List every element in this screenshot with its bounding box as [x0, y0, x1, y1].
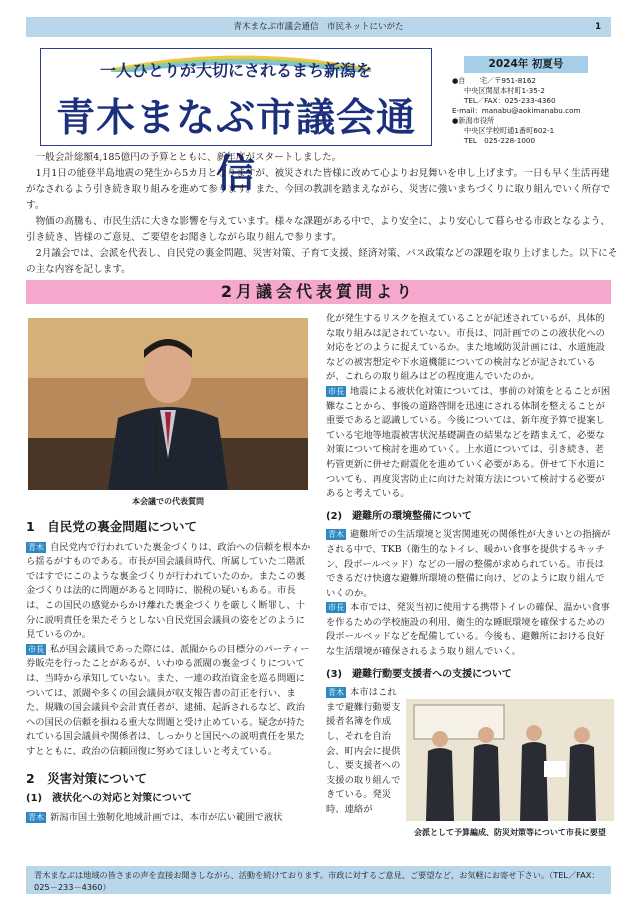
intro-paragraph: 1月1日の能登半島地震の発生から5カ月となりますが、被災された皆様に改めて心よりお見舞いを申し上げます。一日も早く生活再建がなされるよう引き続き取り組みを進めて参ります。また、今回の教訓を踏まえながら、災害に強いまちづくりに取り組んでいく所存です。 [26, 168, 611, 211]
speaker-tag: 市長 [328, 386, 344, 396]
group-illustration [406, 699, 614, 821]
subsection-heading: (1) 液状化への対応と対策について [26, 793, 192, 805]
answer-text: 本市では、発災当初に使用する携帯トイレの確保、温かい食事を作るための学校施設の利用、衛生的な睡眠環境を確保するための段ボールベッドなどを配備している。今後も、避難所における良好な生活環境が確保されるよう取り組んでいく。 [326, 602, 610, 658]
office-address: 中央区学校町通1番町602-1 [464, 126, 555, 135]
office-tel: TEL 025-228-1000 [464, 136, 536, 145]
intro-paragraph: 物価の高騰も、市民生活に大きな影響を与えています。様々な課題がある中で、より安全に、より安心して暮らせる市政となるよう、引き続き、皆様のご意見、ご要望をお聞きしながら取り組んで参ります。 [26, 216, 610, 243]
question-text: 本市はこれまで避難行動要支援者名簿を作成し、それを自治会、町内会に提供し、要支援者への支援の取り組んできている。発災時、連絡が [326, 687, 401, 815]
email: E-mail：manabu@aokimanabu.com [452, 106, 581, 115]
home-address: 中央区関屋本村町1-35-2 [464, 86, 545, 95]
contact-info [452, 76, 612, 146]
answer-text: 地震による液状化対策については、事前の対策をとることが困難なことから、事後の道路啓開を迅速にされる体制を整えることが重要であると認識している。今後については、新年度予算で提案している宅地等地震被害状況基礎調査の結果などを踏まえて、必要な対策について検討を進めていく。上水道については、引き続き、老朽管更新に併せた耐震化を進めていく必要がある。併せて下水道についても、再度災害防止に向けた対策方法について検討する必要があると考えている。 [326, 385, 611, 500]
meeting-photo [406, 699, 614, 821]
question-text: 新潟市国土強靭化地域計画では、本市が広い範囲で液状 [50, 811, 283, 823]
home-tel: TEL／FAX：025-233-4360 [464, 96, 556, 105]
banner-title: 2月議会代表質問より [220, 282, 417, 301]
question-text: 自民党内で行われていた裏金づくりは、政治への信頼を根本から揺るがすものである。市長が国会議員時代、所属していた二階派ではすでにこのような裏金づくりが行われていたのか。またこの裏金づくりは法的に問題があると同時に、脱税の疑いもある。市長は、この国民の感覚からかけ離れた裏金づくりを厳しく断罪し、十分に説明責任を果たそうとしない自民党国会議員の姿をどのように見ているのか。 [26, 541, 311, 641]
question-paragraph [326, 528, 612, 601]
office-label: ●新潟市役所 [452, 116, 495, 125]
section-heading: 2 災害対策について [26, 770, 147, 786]
subsection-heading: (2) 避難所の環境整備について [326, 510, 472, 522]
intro-paragraph: 一般会計総額4,185億円の予算とともに、新年度がスタートしました。 [35, 152, 342, 163]
header-bar [26, 17, 611, 37]
header-title: 青木まなぶ市議会通信 市民ネットにいがた [233, 22, 404, 32]
speaker-illustration [28, 318, 308, 490]
answer-paragraph [326, 601, 612, 659]
subsection-heading: (3) 避難行動要支援者への支援について [326, 668, 512, 680]
speaker-tag: 青木 [328, 530, 344, 540]
assembly-photo [28, 318, 308, 490]
question-text: 避難所での生活環境と災害関連死の関係性が大きいとの指摘がされる中で、TKB（衛生的なトイレ、暖かい食事を提供するキッチン、段ボールベッド）などの一層の整備が求められている。市長はできるだけ快適な避難所環境の整備に向け、どのように取り組んでいくのか。 [326, 529, 611, 599]
intro-paragraph: 2月議会では、会派を代表し、自民党の裏金問題、災害対策、子育て支援、経済対策、バス政策などの課題を取り上げました。以下にその主な内容を記します。 [26, 248, 618, 275]
continued-text: 化が発生するリスクを抱えていることが記述されているが、具体的な取り組みは記されていない。市長は、同計画でのこの液状化への対応をどのように捉えているか。また地域防災計画には、水道施設などの被害想定や下水道機能についての検討などが記されているが、これらの取り組みはどの程度進んでいたのか。 [326, 313, 605, 383]
speaker-tag: 青木 [28, 812, 44, 822]
left-column [26, 520, 312, 825]
question-paragraph [326, 686, 402, 817]
answer-text: 私が国会議員であった際には、派閥からの目標分のパーティー券販売を行ったことがあるが、いわゆる派閥の裏金づくりについては、当時から承知していない。また、一連の政治資金を巡る問題については、派閥や多くの国会議員が収支報告書の訂正を行い、また、規職の国会議員や会計責任者が、逮捕、起訴されるなど、政治への国民の信頼を損ねる重大な問題と受け止めている。疑念が持たれている国会議員や関係者は、しっかりと国民への説明責任を果たすとともに、政治の信頼回復に努めてほしいと考えている。 [26, 643, 310, 757]
slogan: 一人ひとりが大切にされるまち新潟を [99, 61, 372, 80]
question-paragraph [26, 541, 312, 643]
page-number: 1 [595, 22, 601, 32]
section-heading: 1 自民党の裏金問題について [26, 519, 197, 534]
intro-text [26, 150, 618, 278]
edition-badge: 2024年 初夏号 [464, 56, 588, 73]
answer-paragraph [326, 385, 612, 502]
speaker-tag: 青木 [28, 542, 44, 552]
section-banner [26, 280, 611, 304]
home-label: ●自 宅／〒951-8162 [452, 76, 537, 85]
question-paragraph [26, 811, 312, 826]
footer-note: 青木まなぶは地域の皆さまの声を直接お聞きしながら、活動を続けております。市政に対するご意見、ご要望など、お気軽にお寄せ下さい。（TEL／FAX：025－233－4360） [26, 866, 611, 894]
speaker-tag: 青木 [328, 688, 344, 698]
photo-caption: 本会議での代表質問 [132, 497, 204, 506]
speaker-tag: 市長 [328, 603, 344, 613]
answer-paragraph [26, 643, 312, 760]
photo-caption: 会派として予算編成、防災対策等について市長に要望 [414, 828, 606, 837]
speaker-tag: 市長 [28, 644, 44, 654]
newsletter-title: 青木まなぶ市議会通信 [55, 96, 416, 197]
